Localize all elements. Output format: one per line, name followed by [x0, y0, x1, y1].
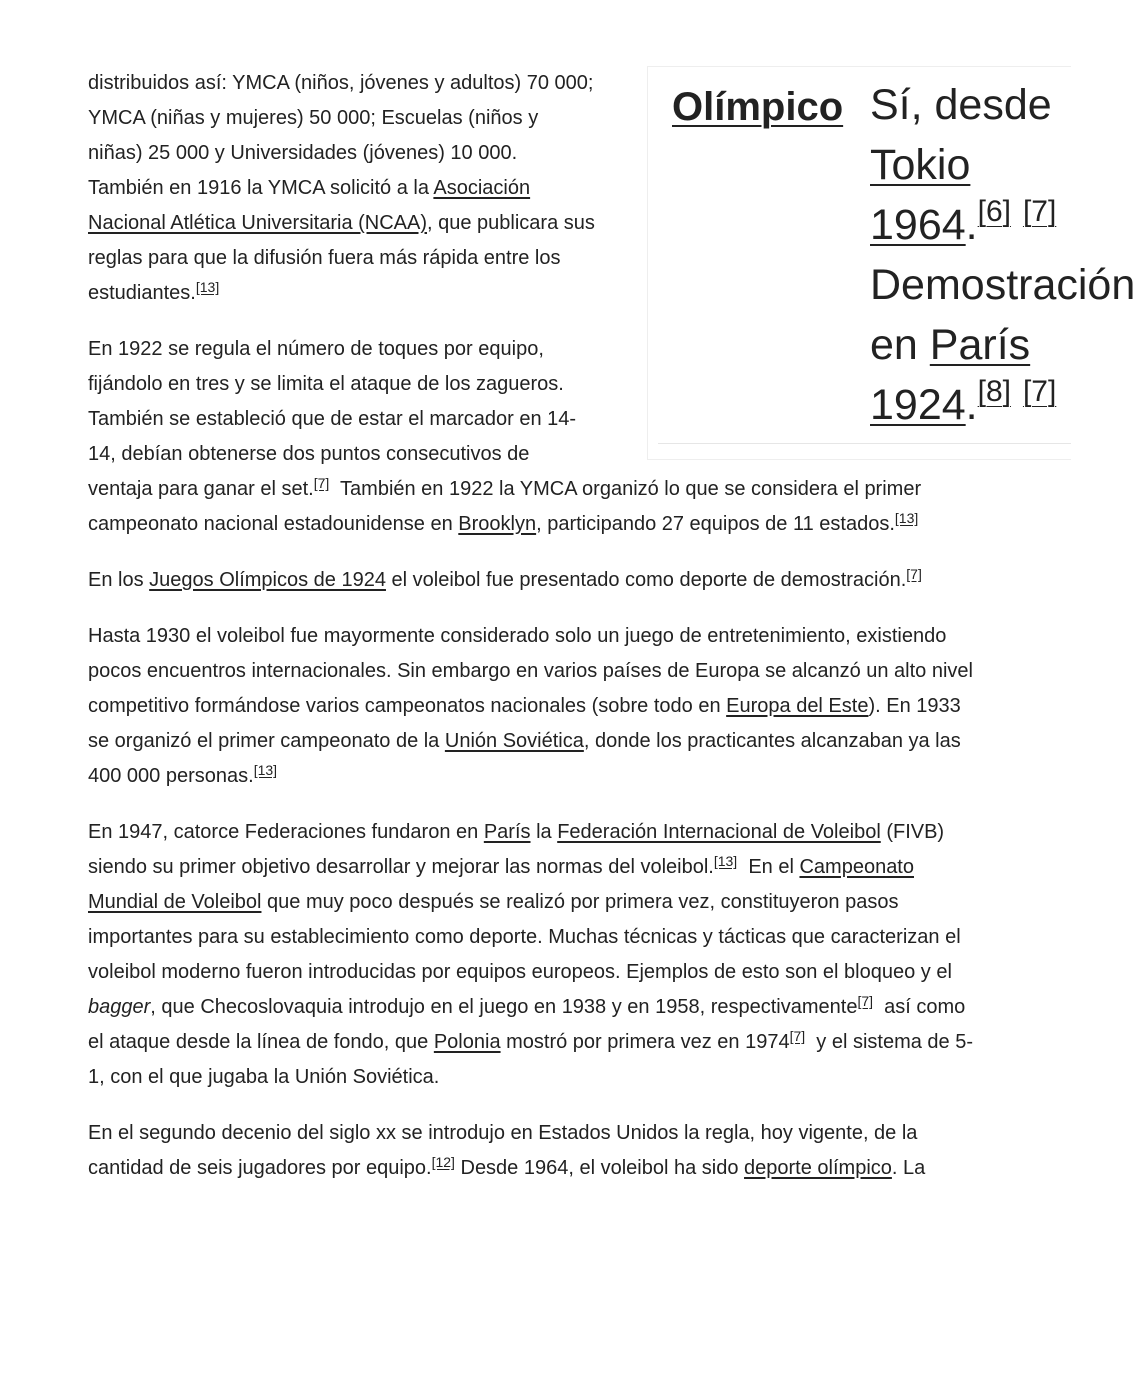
- ref-12[interactable]: [12]: [431, 1154, 455, 1170]
- ncaa-link[interactable]: Asociación Nacional Atlética Universitaria (NCAA): [88, 177, 531, 234]
- text: En el segundo decenio del siglo xx se introdujo en Estados Unidos la regla, hoy vigente, de la cantidad de seis jugadores por equipo.: [88, 1122, 918, 1179]
- tokio-1964-link[interactable]: 1964: [870, 201, 966, 249]
- ref-7[interactable]: [7]: [1022, 375, 1057, 408]
- infobox-divider: [658, 443, 1071, 444]
- text: la: [530, 821, 558, 843]
- text: distribuidos así: YMCA (niños, jóvenes y adultos) 70 000; YMCA (niñas y mujeres) 50 000; Escuelas (niños y niñas) 25 000 y Universidades (jóvenes) 10 000. También en 1916 la YMCA solicitó a la: [88, 72, 594, 199]
- ref-7[interactable]: [7]: [313, 475, 330, 491]
- union-sovietica-link[interactable]: Unión Soviética: [444, 730, 584, 752]
- ref-13[interactable]: [13]: [894, 510, 919, 526]
- text: que muy poco después se realizó por primera vez, constituyeron pasos importantes para su establecimiento como deporte. Muchas técnicas y tácticas que caracterizan el voleibol moderno fueron introducidas por equipos europeos. Ejemplos de esto son el bloqueo y el: [88, 891, 961, 983]
- text: y el sistema de 5-1, con el que jugaba la Unión Soviética.: [88, 1031, 974, 1088]
- text: , donde los practicantes alcanzaban ya las 400 000 personas.: [88, 730, 961, 787]
- text: En 1947, catorce Federaciones fundaron en: [88, 821, 484, 843]
- paris-1924-link[interactable]: 1924: [870, 381, 966, 429]
- deporte-olimpico-link[interactable]: deporte olímpico: [744, 1157, 892, 1179]
- text: En los: [88, 569, 150, 591]
- text: el voleibol fue presentado como deporte de demostración.: [385, 569, 907, 591]
- text: Hasta 1930 el voleibol fue mayormente considerado solo un juego de entretenimiento, existiendo pocos encuentros internacionales. Sin embargo en varios países de Europa se alcanzó un alto nivel competitivo formándose varios campeonatos nacionales (sobre todo en: [88, 625, 973, 717]
- article-body: [88, 66, 1135, 1207]
- text: así como el ataque desde la línea de fondo, que: [88, 996, 971, 1053]
- polonia-link[interactable]: Polonia: [433, 1031, 501, 1053]
- ref-13[interactable]: [13]: [195, 279, 220, 295]
- ref-6[interactable]: [6]: [977, 195, 1011, 228]
- paragraph-6: [88, 1116, 983, 1186]
- text: , que publicara sus reglas para que la difusión fuera más rápida entre los estudiantes.: [88, 212, 595, 304]
- text: ). En 1933 se organizó el primer campeonato de la: [88, 695, 961, 752]
- text: , que Checoslovaquia introdujo en el juego en 1938 y en 1958, respectivamente: [150, 996, 858, 1018]
- ref-8[interactable]: [8]: [977, 375, 1011, 408]
- text: (FIVB) siendo su primer objetivo desarrollar y mejorar las normas del voleibol.: [88, 821, 945, 878]
- paragraph-5: [88, 815, 983, 1095]
- text: En 1922 se regula el número de toques por equipo, fijándolo en tres y se limita el ataque de los zagueros. También se estableció que de estar el marcador en 14-14, debían obtenerse dos puntos consecutivos de ventaja para ganar el set.: [88, 338, 577, 500]
- text: . La: [891, 1157, 926, 1179]
- ref-7[interactable]: [7]: [857, 993, 874, 1009]
- text: mostró por primera vez en 1974: [500, 1031, 790, 1053]
- ref-13[interactable]: [13]: [253, 762, 278, 778]
- text: También en 1922 la YMCA organizó lo que se considera el primer campeonato nacional estadounidense en: [88, 478, 927, 535]
- infobox-demo-text: Demostración: [870, 261, 1135, 309]
- paris-link[interactable]: París: [483, 821, 531, 843]
- campeonato-mundial-link[interactable]: Campeonato Mundial de Voleibol: [88, 856, 914, 913]
- infobox-en: en: [870, 321, 918, 369]
- tokio-link[interactable]: Tokio: [870, 141, 971, 189]
- paragraph-3: [88, 563, 983, 598]
- ref-7[interactable]: [7]: [789, 1028, 806, 1044]
- olimpico-link[interactable]: Olímpico: [672, 85, 844, 129]
- fivb-link[interactable]: Federación Internacional de Voleibol: [557, 821, 881, 843]
- text: Desde 1964, el voleibol ha sido: [454, 1157, 745, 1179]
- juegos-olimpicos-1924-link[interactable]: Juegos Olímpicos de 1924: [149, 569, 386, 591]
- ref-13[interactable]: [13]: [713, 853, 738, 869]
- europa-del-este-link[interactable]: Europa del Este: [726, 695, 869, 717]
- paragraph-4: [88, 619, 983, 794]
- text: , participando 27 equipos de 11 estados.: [536, 513, 895, 535]
- infobox-olympic: [647, 66, 1135, 460]
- infobox-value: Sí, desde Tokio 1964.[6] [7] Demostración en París 1924.[8] [7]: [870, 75, 1110, 435]
- ref-7[interactable]: [7]: [1022, 195, 1057, 228]
- text: En el: [737, 856, 800, 878]
- ref-7[interactable]: [7]: [906, 566, 922, 582]
- brooklyn-link[interactable]: Brooklyn: [458, 513, 537, 535]
- infobox-label: [672, 77, 843, 137]
- infobox-value-prefix: Sí, desde: [870, 81, 1052, 129]
- paris-link[interactable]: París: [929, 321, 1031, 369]
- bagger-term: bagger: [88, 996, 151, 1018]
